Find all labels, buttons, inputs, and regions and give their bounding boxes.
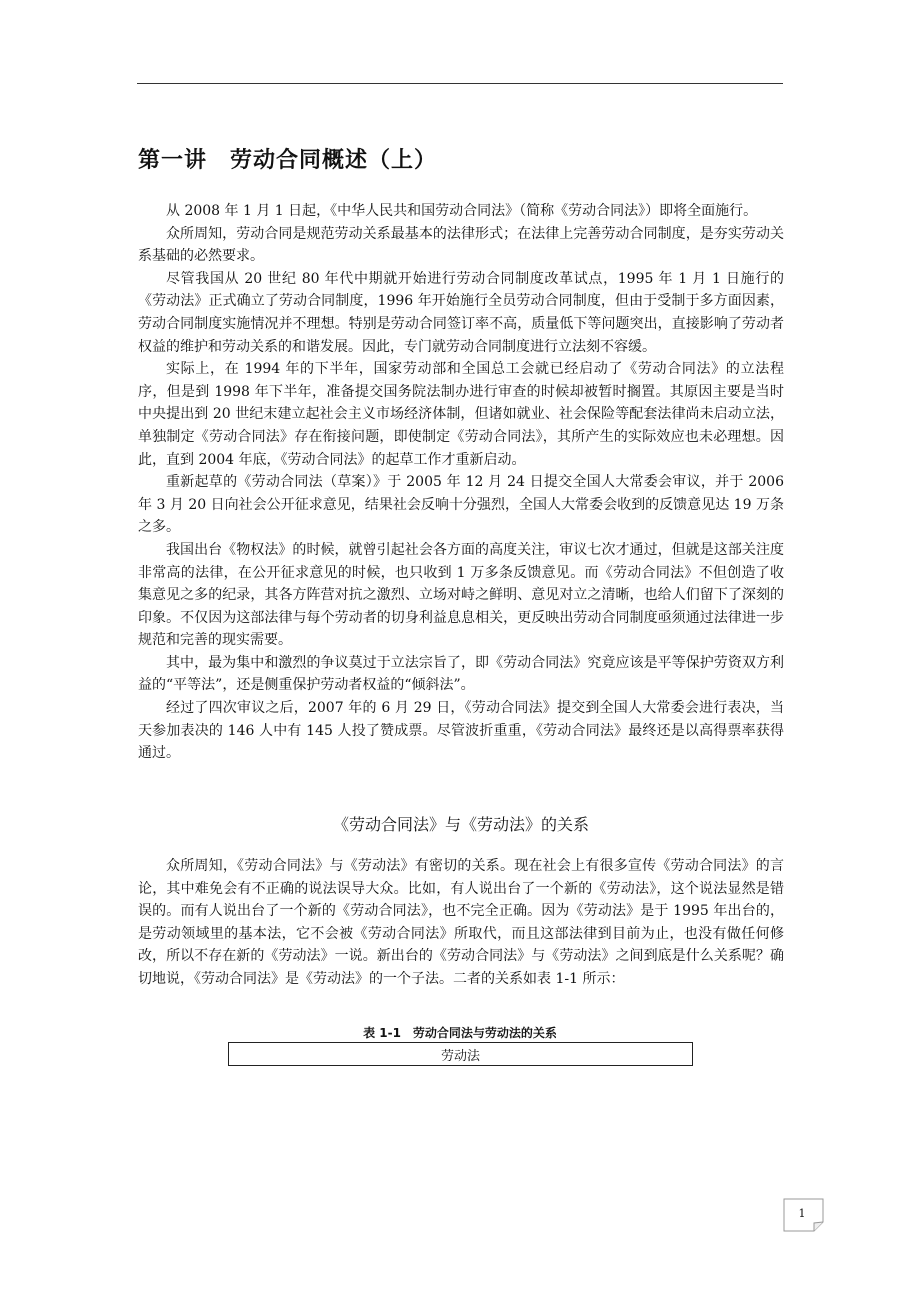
paragraph: 实际上，在 1994 年的下半年，国家劳动部和全国总工会就已经启动了《劳动合同法》的立法程序，但是到 1998 年下半年，准备提交国务院法制办进行审查的时候却被暂时搁置。其原因主要是当时中央提出到 20 世纪末建立起社会主义市场经济体制，但诸如就业、社会保险等配套法律尚未启动立法，单独制定《劳动合同法》存在衔接问题，即使制定《劳动合同法》，其所产生的实际效应也未必理想。因此，直到 2004 年底，《劳动合同法》的起草工作才重新启动。 <box>138 361 784 468</box>
table-caption: 表 1-1 劳动合同法与劳动法的关系 <box>363 1026 557 1040</box>
page-number: 1 <box>798 1207 806 1220</box>
section-heading: 《劳动合同法》与《劳动法》的关系 <box>332 815 589 834</box>
table-row <box>229 1043 693 1066</box>
paragraph: 我国出台《物权法》的时候，就曾引起社会各方面的高度关注，审议七次才通过，但就是这部关注度非常高的法律，在公开征求意见的时候，也只收到 1 万多条反馈意见。而《劳动合同法》不但创造了收集意见之多的纪录，其各方阵营对抗之激烈、立场对峙之鲜明、意见对立之清晰，也给人们留下了深刻的印象。不仅因为这部法律与每个劳动者的切身利益息息相关，更反映出劳动合同制度亟须通过法律进一步规范和完善的现实需要。 <box>138 541 784 649</box>
header-rule <box>137 83 783 84</box>
paragraph: 其中，最为集中和激烈的争议莫过于立法宗旨了，即《劳动合同法》究竟应该是平等保护劳资双方利益的“平等法”，还是侧重保护劳动者权益的“倾斜法”。 <box>138 654 784 694</box>
paragraph: 众所周知，劳动合同是规范劳动关系最基本的法律形式；在法律上完善劳动合同制度，是夯实劳动关系基础的必然要求。 <box>138 225 784 265</box>
paragraph: 重新起草的《劳动合同法（草案）》于 2005 年 12 月 24 日提交全国人大常委会审议，并于 2006 年 3 月 20 日向社会公开征求意见，结果社会反响十分强烈，全国人大常委会收到的反馈意见达 19 万条之多。 <box>138 474 784 536</box>
paragraph: 从 2008 年 1 月 1 日起，《中华人民共和国劳动合同法》（简称《劳动合同法》）即将全面施行。 <box>166 203 758 219</box>
chapter-title: 第一讲 劳动合同概述（上） <box>138 148 438 173</box>
relation-table <box>228 1042 693 1066</box>
paragraph: 尽管我国从 20 世纪 80 年代中期就开始进行劳动合同制度改革试点，1995 年 1 月 1 日施行的《劳动法》正式确立了劳动合同制度，1996 年开始施行全员劳动合同制度，但由于受制于多方面因素，劳动合同制度实施情况并不理想。特别是劳动合同签订率不高，质量低下等问题突出，直接影响了劳动者权益的维护和劳动关系的和谐发展。因此，专门就劳动合同制度进行立法刻不容缓。 <box>138 270 784 355</box>
section-body <box>138 855 784 991</box>
table-cell: 劳动法 <box>229 1043 693 1066</box>
page-number-badge <box>783 1198 825 1232</box>
intro-body <box>138 200 784 765</box>
paragraph: 众所周知，《劳动合同法》与《劳动法》有密切的关系。现在社会上有很多宣传《劳动合同法》的言论，其中难免会有不正确的说法误导大众。比如，有人说出台了一个新的《劳动法》，这个说法显然是错误的。而有人说出台了一个新的《劳动合同法》，也不完全正确。因为《劳动法》是于 1995 年出台的，是劳动领域里的基本法，它不会被《劳动合同法》所取代，而且这部法律到目前为止，也没有做任何修改，所以不存在新的《劳动法》一说。新出台的《劳动合同法》与《劳动法》之间到底是什么关系呢？确切地说，《劳动合同法》是《劳动法》的一个子法。二者的关系如表 1-1 所示： <box>138 858 784 987</box>
paragraph: 经过了四次审议之后，2007 年的 6 月 29 日，《劳动合同法》提交到全国人大常委会进行表决，当天参加表决的 146 人中有 145 人投了赞成票。尽管波折重重，《劳动合同法》最终还是以高得票率获得通过。 <box>138 700 784 762</box>
